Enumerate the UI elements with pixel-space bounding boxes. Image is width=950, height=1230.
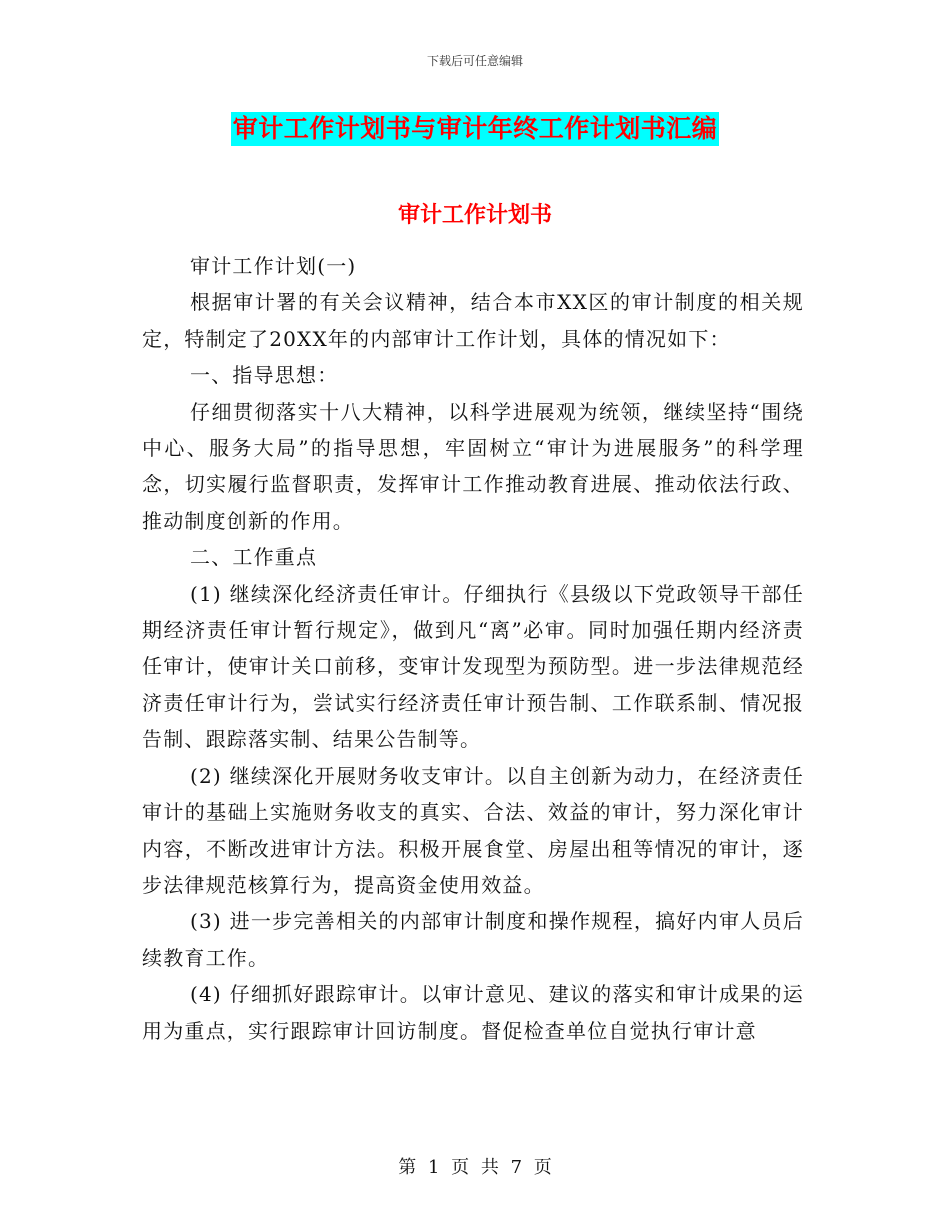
paragraph-guiding-ideology: 仔细贯彻落实十八大精神，以科学进展观为统领，继续坚持“围绕中心、服务大局”的指导思想，牢固树立“审计为进展服务”的科学理念，切实履行监督职责，发挥审计工作推动教育进展、推动依法行政、推动制度创新的作用。 [142, 399, 804, 533]
main-title-container [0, 112, 950, 146]
paragraph-intro: 根据审计署的有关会议精神，结合本市XX区的审计制度的相关规定，特制定了20XX年的内部审计工作计划，具体的情况如下： [142, 290, 804, 351]
main-title: 审计工作计划书与审计年终工作计划书汇编 [231, 112, 720, 146]
paragraph-item-3: (3) 进一步完善相关的内部审计制度和操作规程，搞好内审人员后续教育工作。 [142, 909, 804, 970]
paragraph-item-4: (4) 仔细抓好跟踪审计。以审计意见、建议的落实和审计成果的运用为重点，实行跟踪审计回访制度。督促检查单位自觉执行审计意 [142, 982, 804, 1043]
paragraph-heading-work-focus: 二、工作重点 [190, 545, 318, 570]
paragraph-item-1: (1) 继续深化经济责任审计。仔细执行《县级以下党政领导干部任期经济责任审计暂行规定》，做到凡“离”必审。同时加强任期内经济责任审计，使审计关口前移，变审计发现型为预防型。进一步法律规范经济责任审计行为，尝试实行经济责任审计预告制、工作联系制、情况报告制、跟踪落实制、结果公告制等。 [142, 581, 804, 752]
paragraph-heading-guiding-ideology: 一、指导思想： [190, 363, 339, 388]
section-title: 审计工作计划书 [397, 202, 552, 228]
document-body [142, 248, 804, 1049]
page-header-note: 下载后可任意编辑 [426, 54, 523, 68]
page-number-footer: 第 1 页 共 7 页 [398, 1157, 552, 1178]
paragraph-heading-plan-1: 审计工作计划(一) [190, 254, 357, 278]
paragraph-item-2: (2) 继续深化开展财务收支审计。以自主创新为动力，在经济责任审计的基础上实施财务收支的真实、合法、效益的审计，努力深化审计内容，不断改进审计方法。积极开展食堂、房屋出租等情况的审计，逐步法律规范核算行为，提高资金使用效益。 [142, 763, 804, 897]
